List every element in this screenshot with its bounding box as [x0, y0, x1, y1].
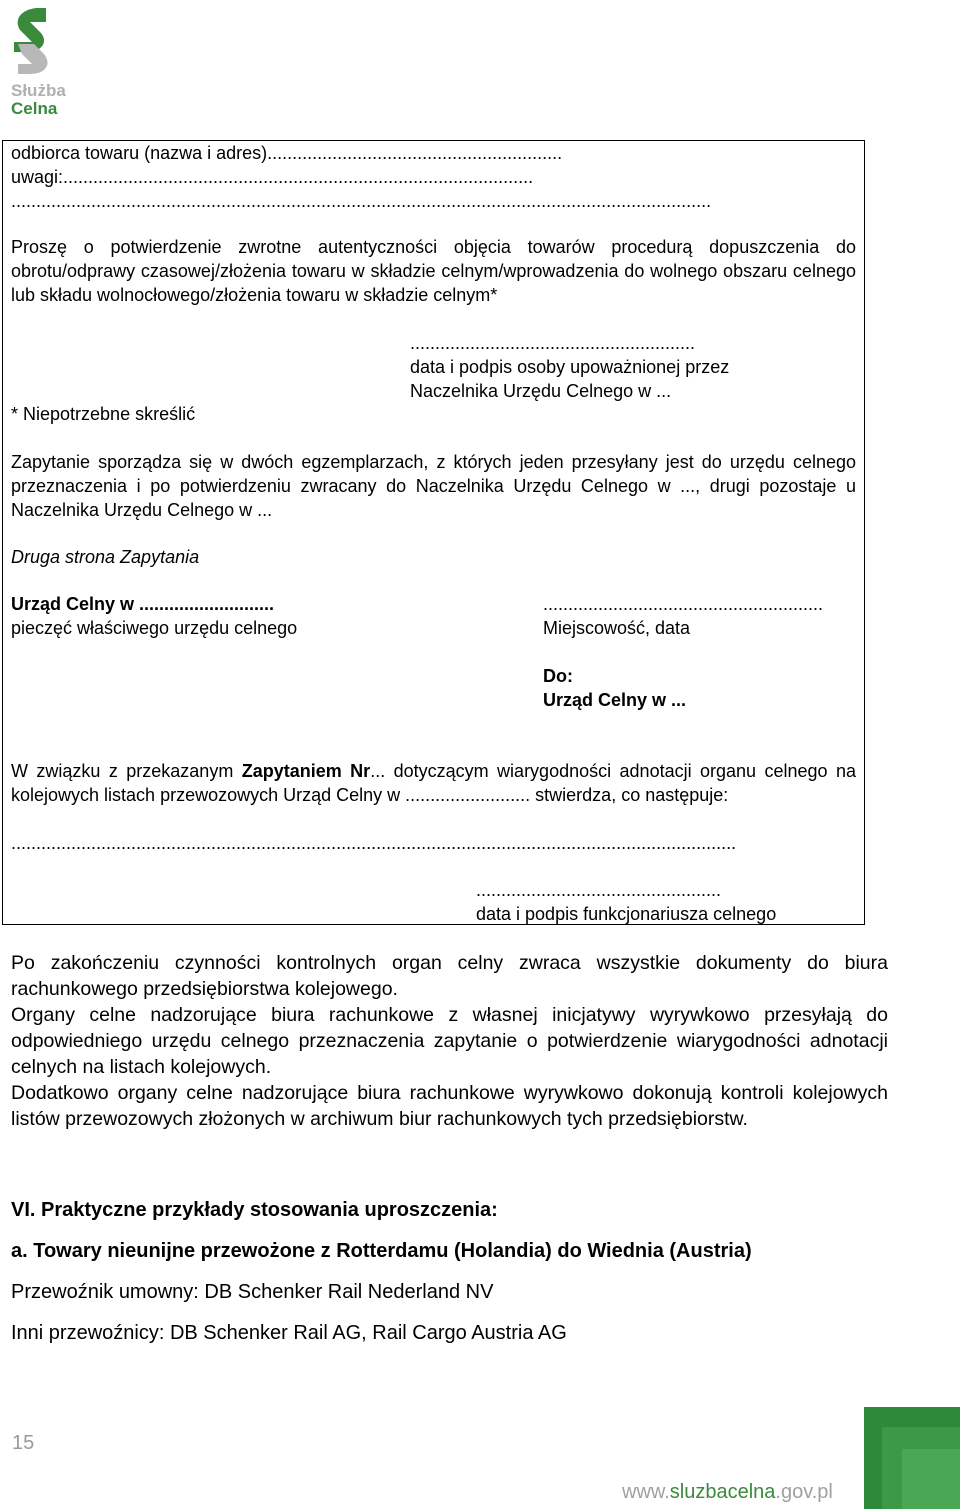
officer-dots: ................................................. — [476, 880, 722, 900]
footer-corner-graphic — [864, 1407, 960, 1509]
second-side-title — [11, 545, 199, 569]
reply-dots: ................................................................................................................................................. — [11, 833, 737, 853]
stamp-label: pieczęć właściwego urzędu celnego — [11, 618, 298, 638]
reply-prefix: W związku z przekazanym — [11, 761, 242, 781]
website-prefix: www. — [622, 1481, 670, 1503]
paragraph-1: Po zakończeniu czynności kontrolnych organ celny zwraca wszystkie dokumenty do biura rachunkowego przedsiębiorstwa kolejowego. — [11, 952, 888, 1000]
recipient-line: odbiorca towaru (nazwa i adres)........................................................... — [11, 143, 563, 163]
logo-line2: Celna — [11, 99, 58, 118]
footnote: * Niepotrzebne skreślić — [11, 404, 196, 424]
reply-text — [11, 759, 856, 807]
page-number: 15 — [12, 1432, 35, 1454]
paragraph-2: Organy celne nadzorujące biura rachunkowe z własnej inicjatywy wyrywkowo przesyłają do odpowiedniego urzędu celnego przeznaczenia zapytanie o potwierdzenie wiarygodności adnotacji celnych na listach kolejowych. — [11, 1004, 888, 1078]
copies-note: Zapytanie sporządza się w dwóch egzemplarzach, z których jeden przesyłany jest do urzędu celnego przeznaczenia i po potwierdzeniu zwracany do Naczelnika Urzędu Celnego w ..., drugi pozostaje u Naczelnika Urzędu Celnego w ... — [11, 452, 856, 520]
carrier-line: Przewoźnik umowny: DB Schenker Rail Nederland NV — [11, 1281, 494, 1303]
confirmation-request: Proszę o potwierdzenie zwrotne autentyczności objęcia towarów procedurą dopuszczenia do obrotu/odprawy czasowej/złożenia towaru w składzie celnym/wprowadzenia do wolnego obszaru celnego lub składu wolnocłowego/złożenia towaru w składzie celnym* — [11, 237, 856, 305]
signature-label-1: data i podpis osoby upoważnionej przez — [410, 357, 730, 377]
subheading: a. Towary nieunijne przewożone z Rotterdamu (Holandia) do Wiednia (Austria) — [11, 1240, 752, 1262]
website-brand: sluzbacelna — [669, 1481, 776, 1503]
remarks-line: uwagi:.............................................................................................. — [11, 167, 534, 187]
second-side-text: Druga strona Zapytania — [11, 547, 200, 567]
to-label: Do: — [543, 666, 573, 686]
other-carriers-line: Inni przewoźnicy: DB Schenker Rail AG, Rail Cargo Austria AG — [11, 1322, 567, 1344]
website-suffix: .gov.pl — [775, 1481, 833, 1503]
logo-mark-icon — [8, 6, 68, 76]
signature-label-2: Naczelnika Urzędu Celnego w ... — [410, 381, 672, 401]
officer-label: data i podpis funkcjonariusza celnego — [476, 904, 777, 924]
place-label: Miejscowość, data — [543, 618, 691, 638]
signature-dots: ......................................................... — [410, 333, 696, 353]
paragraph-3: Dodatkowo organy celne nadzorujące biura rachunkowe wyrywkowo dokonują kontroli kolejowych listów przewozowych złożonych w archiwum biur rachunkowych tych przedsiębiorstw. — [11, 1082, 888, 1130]
reply-inquiry-number: Zapytaniem Nr — [241, 761, 371, 781]
remarks-continuation: ............................................................................................................................................ — [11, 191, 712, 211]
office-label: Urząd Celny w ........................... — [11, 594, 275, 614]
place-dots: ........................................................ — [543, 594, 824, 614]
reply-rest: ... dotyczącym wiarygodności adnotacji organu celnego na kolejowych listach przewozowych Urząd Celny w ......................... stwierdza, co następuje: — [11, 761, 856, 805]
section-heading: VI. Praktyczne przykłady stosowania uproszczenia: — [11, 1199, 498, 1221]
to-office: Urząd Celny w ... — [543, 690, 687, 710]
logo-line1: Służba — [11, 81, 66, 100]
website-link[interactable] — [622, 1481, 833, 1504]
corner-pattern-icon — [864, 1407, 960, 1509]
customs-logo — [8, 6, 78, 116]
